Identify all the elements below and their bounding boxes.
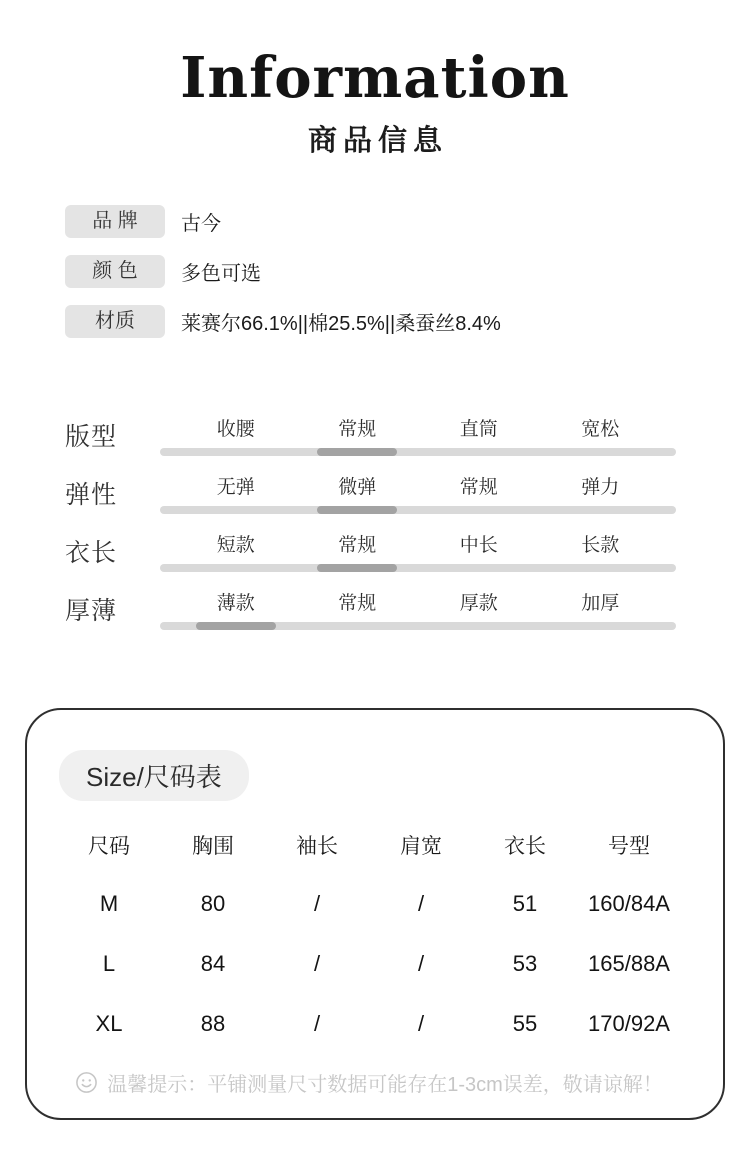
attribute-option: 加厚: [581, 593, 620, 614]
size-chart-card: [25, 708, 725, 1120]
product-attribute-scales-section: [65, 414, 676, 630]
attribute-row: [65, 472, 676, 514]
info-label-box: 品 牌: [65, 205, 165, 238]
size-table-row: [57, 934, 681, 994]
attribute-option-labels: [160, 530, 676, 564]
attribute-row: [65, 588, 676, 630]
size-table-cell: /: [313, 891, 321, 916]
size-table-cell: /: [417, 951, 425, 976]
attribute-option-labels: [160, 472, 676, 506]
header: [0, 0, 750, 159]
size-table-row: [57, 874, 681, 934]
attribute-scale-track: [160, 622, 676, 630]
size-table-cell: 53: [512, 951, 538, 976]
attribute-selected-segment: [196, 622, 276, 630]
size-table-cell: 51: [512, 891, 538, 916]
size-table-cell: XL: [95, 1011, 123, 1036]
attribute-label: 版型: [65, 423, 118, 451]
size-table-header-row: [57, 828, 681, 862]
info-row: [65, 305, 750, 338]
size-table-cell: /: [417, 1011, 425, 1036]
size-table-header-cell: 胸围: [192, 835, 234, 858]
attribute-option: 长款: [581, 535, 620, 556]
size-note: [57, 1068, 681, 1097]
page-title: Information: [180, 45, 570, 111]
attribute-option: 宽松: [581, 419, 620, 440]
attribute-option: 常规: [338, 419, 377, 440]
info-value: 古今: [181, 213, 221, 235]
size-table-cell: 80: [200, 891, 226, 916]
size-table-row: [57, 994, 681, 1054]
size-table-cell: /: [417, 891, 425, 916]
attribute-option-labels: [160, 588, 676, 622]
size-table-cell: 170/92A: [588, 1011, 670, 1036]
attribute-option: 常规: [338, 535, 377, 556]
size-table-cell: 88: [200, 1011, 226, 1036]
attribute-label: 厚薄: [65, 597, 118, 625]
attribute-option: 微弹: [338, 477, 377, 498]
attribute-options: [160, 588, 676, 630]
size-table: [57, 828, 681, 1054]
size-table-cell: /: [313, 1011, 321, 1036]
attribute-selected-segment: [317, 564, 397, 572]
size-table-header-cell: 袖长: [296, 835, 338, 858]
size-table-header-cell: 衣长: [504, 835, 546, 858]
attribute-selected-segment: [317, 448, 397, 456]
size-table-cell: 84: [200, 951, 226, 976]
attribute-options: [160, 414, 676, 456]
attribute-row: [65, 414, 676, 456]
size-chart-title: Size/尺码表: [59, 750, 249, 801]
size-table-header-cell: 尺码: [88, 835, 130, 858]
attribute-scale-track-inner: [175, 506, 661, 514]
size-table-cell: 160/84A: [588, 891, 670, 916]
info-row: [65, 255, 750, 288]
attribute-selected-segment: [317, 506, 397, 514]
attribute-scale-track-inner: [175, 448, 661, 456]
info-value: 多色可选: [181, 263, 261, 285]
attribute-label: 弹性: [65, 481, 118, 509]
size-table-cell: 165/88A: [588, 951, 670, 976]
attribute-option: 收腰: [216, 419, 255, 440]
size-table-header-cell: 肩宽: [400, 835, 442, 858]
attribute-row: [65, 530, 676, 572]
size-table-cell: /: [313, 951, 321, 976]
attribute-option: 无弹: [216, 477, 255, 498]
attribute-label: 衣长: [65, 539, 118, 567]
page-subtitle: 商品信息: [307, 125, 448, 157]
attribute-option: 薄款: [216, 593, 255, 614]
size-table-cell: M: [99, 891, 119, 916]
info-label-box: 材质: [65, 305, 165, 338]
attribute-scale-track-inner: [175, 564, 661, 572]
attribute-option-labels: [160, 414, 676, 448]
size-note-text: 温馨提示：平铺测量尺寸数据可能存在1-3cm误差，敬请谅解！: [107, 1074, 663, 1096]
attribute-scale-track: [160, 506, 676, 514]
attribute-scale-track-inner: [175, 622, 661, 630]
size-table-cell: 55: [512, 1011, 538, 1036]
info-row: [65, 205, 750, 238]
attribute-scale-track: [160, 564, 676, 572]
info-value: 莱赛尔66.1%||棉25.5%||桑蚕丝8.4%: [181, 313, 501, 335]
attribute-scale-track: [160, 448, 676, 456]
product-basic-info-section: [65, 205, 750, 338]
attribute-options: [160, 472, 676, 514]
info-label-box: 颜 色: [65, 255, 165, 288]
attribute-option: 常规: [459, 477, 498, 498]
attribute-option: 弹力: [581, 477, 620, 498]
attribute-option: 厚款: [459, 593, 498, 614]
size-table-cell: L: [102, 951, 116, 976]
attribute-option: 中长: [459, 535, 498, 556]
size-table-header-cell: 号型: [608, 835, 650, 858]
attribute-options: [160, 530, 676, 572]
attribute-option: 常规: [338, 593, 377, 614]
smiley-icon: [75, 1071, 98, 1094]
attribute-option: 短款: [216, 535, 255, 556]
attribute-option: 直筒: [459, 419, 498, 440]
